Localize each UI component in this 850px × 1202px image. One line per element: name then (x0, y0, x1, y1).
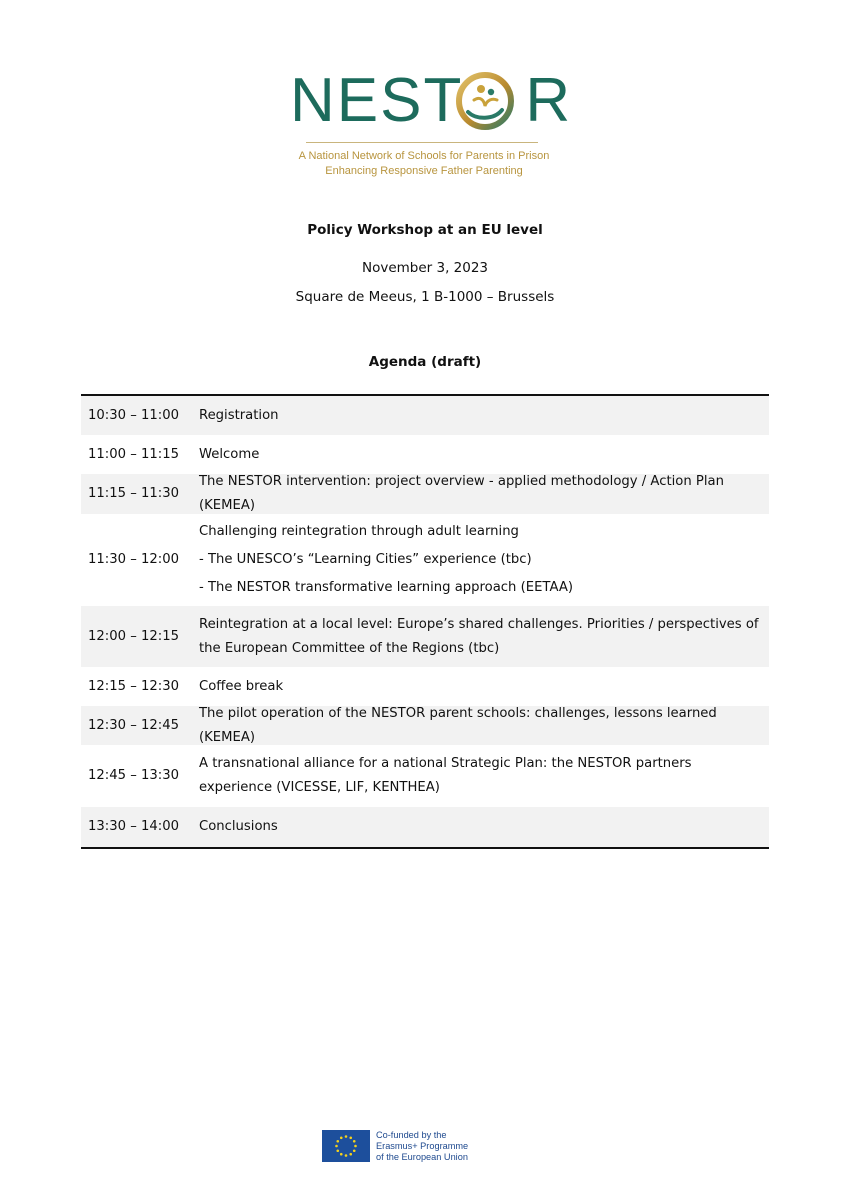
agenda-row (81, 474, 769, 514)
eu-cofunding-badge (322, 1126, 536, 1166)
agenda-time: 12:15 – 12:30 (88, 678, 179, 694)
agenda-row (81, 606, 769, 667)
event-title: Policy Workshop at an EU level (307, 222, 543, 238)
agenda-description (199, 443, 769, 467)
logo-letter: E (336, 66, 381, 135)
logo-letter: T (423, 66, 464, 135)
agenda-description-line: Conclusions (199, 819, 278, 834)
agenda-time: 11:30 – 12:00 (88, 552, 179, 567)
logo-tagline: A National Network of Schools for Parents in Prison (298, 150, 550, 162)
logo-letter: S (380, 66, 424, 135)
agenda-time: 12:30 – 12:45 (88, 717, 179, 733)
event-date: November 3, 2023 (361, 260, 489, 276)
event-address: Square de Meeus, 1 B-1000 – Brussels (295, 289, 555, 305)
agenda-time: 13:30 – 14:00 (88, 819, 179, 834)
agenda-heading: Agenda (draft) (368, 354, 482, 370)
agenda-time: 12:45 – 13:30 (88, 768, 179, 783)
eu-cofunding-text (376, 1130, 536, 1163)
logo-wordmark (290, 66, 572, 136)
agenda-row (81, 706, 769, 745)
eu-text-line: Co-funded by the (376, 1130, 447, 1140)
agenda-description-line: The pilot operation of the NESTOR parent schools: challenges, lessons learned (KEMEA) (199, 705, 717, 745)
logo-letter: N (290, 66, 337, 135)
agenda-row (81, 435, 769, 474)
agenda-description (199, 520, 769, 600)
logo-subtagline: Enhancing Responsive Father Parenting (325, 165, 523, 177)
logo-letter: R (525, 66, 573, 135)
agenda-description-line: Challenging reintegration through adult learning (199, 524, 519, 539)
agenda-row (81, 396, 769, 435)
agenda-description (199, 613, 769, 661)
agenda-time: 11:00 – 11:15 (88, 446, 179, 462)
agenda-description-line: Welcome (199, 446, 260, 462)
logo-divider (306, 142, 538, 143)
agenda-row (81, 807, 769, 847)
agenda-description (199, 404, 769, 428)
agenda-description (199, 752, 769, 800)
agenda-time: 11:15 – 11:30 (88, 486, 179, 501)
agenda-description (199, 470, 769, 518)
agenda-description-line: - The UNESCO’s “Learning Cities” experience (tbc) (199, 552, 532, 567)
agenda-description (199, 815, 769, 839)
agenda-description-line: Coffee break (199, 678, 284, 694)
eu-text-line: Erasmus+ Programme (376, 1141, 469, 1151)
agenda-row (81, 745, 769, 807)
agenda-description (199, 702, 769, 750)
eu-text-line: of the European Union (376, 1152, 468, 1162)
agenda-description (199, 675, 769, 699)
agenda-description-line: Registration (199, 407, 279, 423)
nestor-logo (290, 66, 573, 182)
agenda-table (81, 394, 769, 849)
agenda-time: 12:00 – 12:15 (88, 628, 179, 644)
agenda-time: 10:30 – 11:00 (88, 407, 179, 423)
agenda-description-line: A transnational alliance for a national Strategic Plan: the NESTOR partners experience (VICESSE, LIF, KENTHEA) (199, 756, 692, 795)
family-emblem-icon (454, 70, 516, 132)
eu-flag-icon (322, 1130, 370, 1162)
agenda-description-line: The NESTOR intervention: project overview - applied methodology / Action Plan (KEMEA) (199, 474, 724, 513)
agenda-description-line: - The NESTOR transformative learning approach (EETAA) (199, 580, 573, 595)
agenda-row (81, 514, 769, 606)
agenda-row (81, 667, 769, 706)
agenda-description-line: Reintegration at a local level: Europe’s shared challenges. Priorities / perspectives of the European Committee of the Regions (tbc) (199, 616, 759, 656)
